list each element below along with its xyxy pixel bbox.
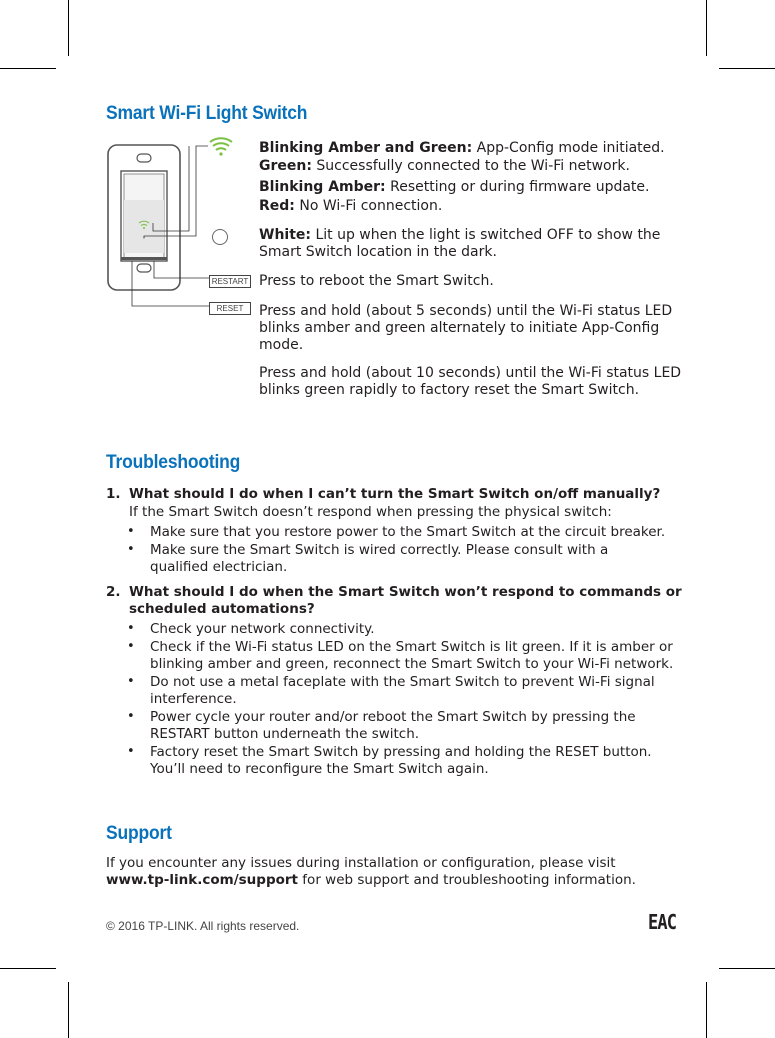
crop-mark	[68, 982, 69, 1038]
q2-bullet-2: Check if the Wi-Fi status LED on the Smart Switch is lit green. If it is amber or	[150, 639, 673, 655]
bullet-icon: •	[127, 524, 135, 539]
q1-bullet-1: Make sure that you restore power to the Smart Switch at the circuit breaker.	[150, 524, 666, 540]
bullet-icon: •	[127, 709, 135, 724]
white-led-icon	[213, 230, 228, 245]
bullet-icon: •	[127, 621, 135, 636]
led-status-4: Red: No Wi-Fi connection.	[259, 198, 443, 214]
q2-bullet-4: Power cycle your router and/or reboot the Smart Switch by pressing the	[150, 709, 636, 725]
q2-bullet-3: Do not use a metal faceplate with the Smart Switch to prevent Wi-Fi signal	[150, 674, 655, 690]
led-status-2: Green: Successfully connected to the Wi-Fi network.	[259, 158, 630, 174]
q2-bullet-1: Check your network connectivity.	[150, 621, 375, 637]
q1-bullet-2-cont: qualified electrician.	[150, 559, 288, 575]
q2-bullet-5: Factory reset the Smart Switch by pressing and holding the RESET button.	[150, 744, 652, 760]
q1-intro: If the Smart Switch doesn’t respond when pressing the physical switch:	[129, 504, 612, 520]
bullet-icon: •	[127, 542, 135, 557]
reset-desc-b-2: blinks green rapidly to factory reset the Smart Switch.	[259, 382, 640, 398]
reset-tag: RESET	[209, 302, 251, 315]
support-link[interactable]: www.tp-link.com/support	[106, 872, 299, 888]
crop-mark	[68, 0, 69, 56]
q2-bullet-3-cont: interference.	[150, 691, 237, 707]
crop-mark	[0, 968, 56, 969]
page-title: Smart Wi-Fi Light Switch	[106, 103, 308, 124]
bullet-icon: •	[127, 639, 135, 654]
led-status-3: Blinking Amber: Resetting or during firmware update.	[259, 179, 650, 195]
crop-mark	[706, 0, 707, 56]
crop-mark	[706, 982, 707, 1038]
q2-bullet-4-cont: RESTART button underneath the switch.	[150, 726, 420, 742]
bullet-icon: •	[127, 674, 135, 689]
reset-desc-b-1: Press and hold (about 10 seconds) until the Wi-Fi status LED	[259, 365, 682, 381]
bullet-icon: •	[127, 744, 135, 759]
q1-bullet-2: Make sure the Smart Switch is wired correctly. Please consult with a	[150, 542, 609, 558]
eac-mark: EAC	[648, 910, 677, 934]
q2-bullet-2-cont: blinking amber and green, reconnect the Smart Switch to your Wi-Fi network.	[150, 656, 674, 672]
restart-tag: RESTART	[209, 275, 251, 288]
led-status-1: Blinking Amber and Green: App-Config mode initiated.	[259, 140, 665, 156]
support-heading: Support	[106, 823, 172, 844]
copyright: © 2016 TP-LINK. All rights reserved.	[106, 919, 300, 933]
q1-number: 1.	[106, 486, 121, 502]
q2-question-cont: scheduled automations?	[129, 601, 315, 617]
troubleshooting-heading: Troubleshooting	[106, 452, 241, 473]
q2-number: 2.	[106, 584, 121, 600]
restart-desc: Press to reboot the Smart Switch.	[259, 273, 494, 289]
reset-desc-a-2: blinks amber and green alternately to initiate App-Config	[259, 320, 660, 336]
q2-bullet-5-cont: You’ll need to reconfigure the Smart Switch again.	[150, 761, 489, 777]
wifi-status-icon	[210, 138, 232, 155]
led-white-desc: White: Lit up when the light is switched OFF to show the	[259, 227, 661, 243]
support-line-2: www.tp-link.com/support for web support and troubleshooting information.	[106, 872, 636, 888]
crop-mark	[719, 968, 775, 969]
reset-desc-a-3: mode.	[259, 337, 304, 353]
switch-illustration	[100, 135, 260, 320]
reset-desc-a-1: Press and hold (about 5 seconds) until the Wi-Fi status LED	[259, 303, 673, 319]
crop-mark	[0, 68, 56, 69]
led-white-desc-2: Smart Switch location in the dark.	[259, 244, 497, 260]
crop-mark	[719, 68, 775, 69]
q1-question: What should I do when I can’t turn the Smart Switch on/off manually?	[129, 486, 661, 502]
support-line-1: If you encounter any issues during installation or configuration, please visit	[106, 855, 616, 871]
q2-question: What should I do when the Smart Switch won’t respond to commands or	[129, 584, 682, 600]
